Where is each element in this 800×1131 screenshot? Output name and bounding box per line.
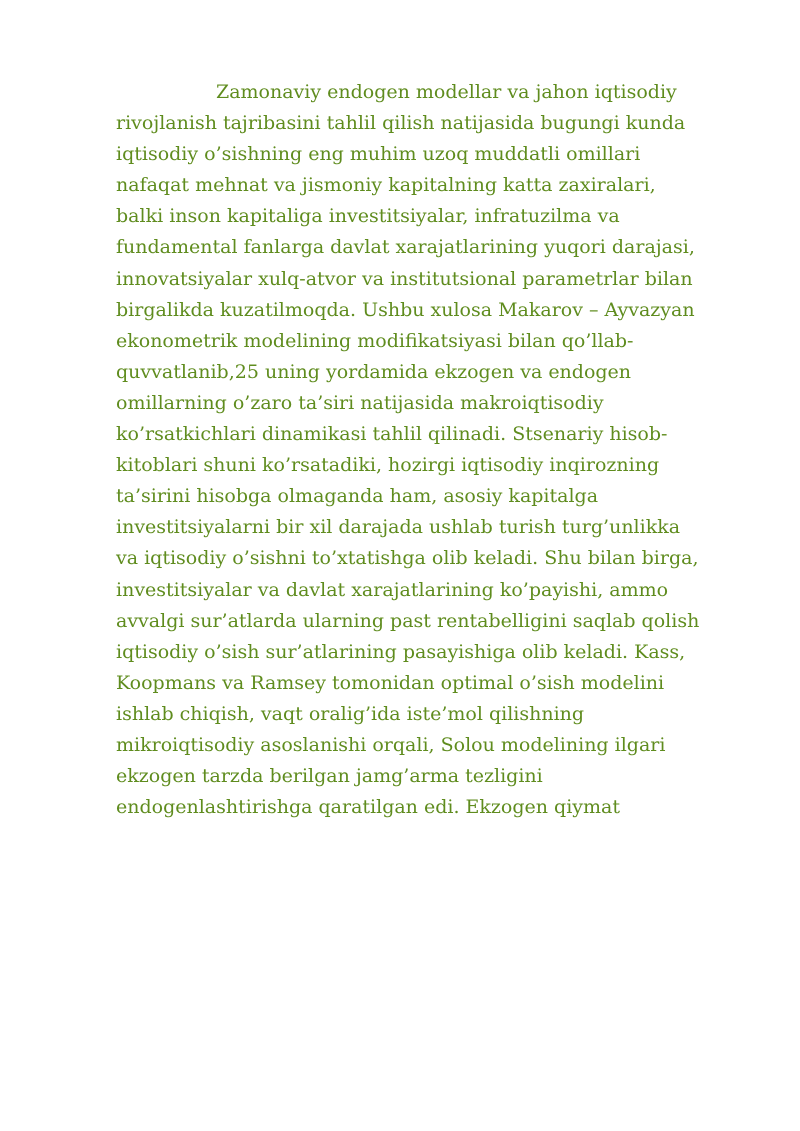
- paragraph-line: investitsiyalar va davlat xarajatlarining ko’payishi, ammo: [116, 578, 669, 601]
- paragraph-line: avvalgi sur’atlarda ularning past rentabelligini saqlab qolish: [116, 609, 700, 632]
- paragraph-line: birgalikda kuzatilmoqda. Ushbu xulosa Makarov – Ayvazyan: [116, 298, 695, 321]
- paragraph-line: ekzogen tarzda berilgan jamg’arma tezligini: [116, 765, 543, 788]
- paragraph-line: ekonometrik modelining modifikatsiyasi bilan qo’llab-: [116, 329, 634, 352]
- paragraph-line: innovatsiyalar xulq-atvor va institutsional parametrlar bilan: [116, 267, 693, 290]
- paragraph-line: Koopmans va Ramsey tomonidan optimal o’sish modelini: [116, 671, 665, 694]
- paragraph-line: mikroiqtisodiy asoslanishi orqali, Solou modelining ilgari: [116, 733, 666, 756]
- paragraph-line: kitoblari shuni ko’rsatadiki, hozirgi iqtisodiy inqirozning: [116, 454, 660, 477]
- paragraph-line: nafaqat mehnat va jismoniy kapitalning katta zaxiralari,: [116, 174, 656, 197]
- paragraph-line: ishlab chiqish, vaqt oralig’ida iste’mol qilishning: [116, 702, 585, 725]
- paragraph-line: ko’rsatkichlari dinamikasi tahlil qilinadi. Stsenariy hisob-: [116, 423, 668, 446]
- paragraph-line: endogenlashtirishga qaratilgan edi. Ekzogen qiymat: [116, 796, 620, 819]
- paragraph-line: va iqtisodiy o’sishni to’xtatishga olib keladi. Shu bilan birga,: [116, 547, 699, 570]
- paragraph-line: investitsiyalarni bir xil darajada ushlab turish turg’unlikka: [116, 516, 681, 539]
- body-paragraph: [116, 77, 746, 823]
- paragraph-line: iqtisodiy o’sishning eng muhim uzoq muddatli omillari: [116, 143, 641, 166]
- paragraph-line: Zamonaviy endogen modellar va jahon iqtisodiy: [216, 81, 677, 103]
- paragraph-line: rivojlanish tajribasini tahlil qilish natijasida bugungi kunda: [116, 112, 686, 135]
- paragraph-line: fundamental fanlarga davlat xarajatlarining yuqori darajasi,: [116, 236, 695, 259]
- paragraph-line: ta’sirini hisobga olmaganda ham, asosiy kapitalga: [116, 485, 599, 508]
- paragraph-line: omillarning o’zaro ta’siri natijasida makroiqtisodiy: [116, 391, 604, 414]
- paragraph-line: quvvatlanib,25 uning yordamida ekzogen va endogen: [116, 360, 632, 383]
- paragraph-line: iqtisodiy o’sish sur’atlarining pasayishiga olib keladi. Kass,: [116, 640, 686, 663]
- paragraph-line: balki inson kapitaliga investitsiyalar, infratuzilma va: [116, 205, 620, 228]
